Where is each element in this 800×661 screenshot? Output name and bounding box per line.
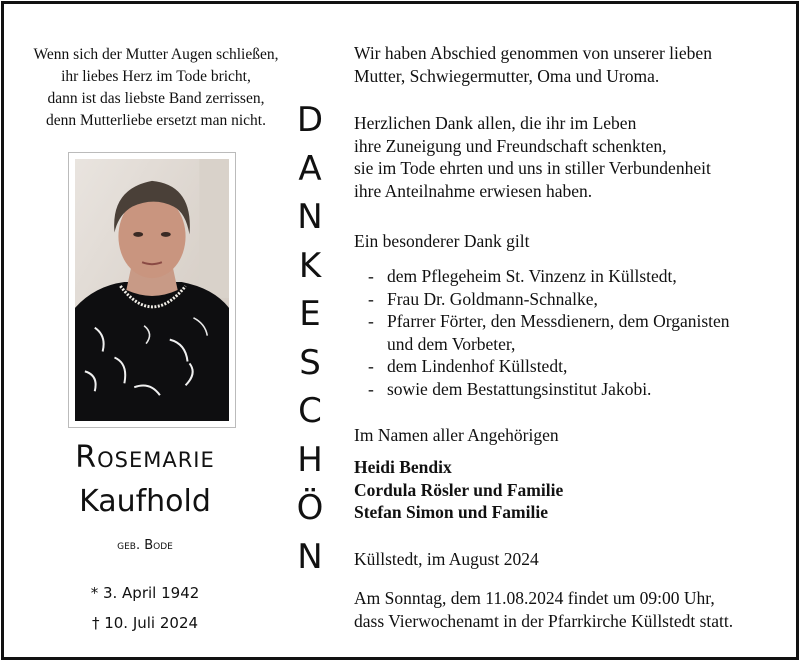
mass-notice bbox=[354, 587, 733, 632]
poem-line: Wenn sich der Mutter Augen schließen, bbox=[33, 46, 279, 63]
special-thanks-heading: Ein besonderer Dank gilt bbox=[354, 231, 530, 251]
thanks-paragraph bbox=[354, 112, 711, 202]
vertical-letter: D bbox=[296, 100, 324, 140]
life-dates bbox=[0, 578, 290, 638]
list-item-text: sowie dem Bestattungsinstitut Jakobi. bbox=[387, 378, 652, 399]
text-line: ihre Anteilnahme erwiesen haben. bbox=[354, 180, 593, 201]
list-item bbox=[354, 355, 774, 378]
vertical-letter: E bbox=[299, 294, 321, 334]
poem-line: dann ist das liebste Band zerrissen, bbox=[47, 90, 265, 107]
dash-bullet: - bbox=[368, 266, 374, 286]
vertical-letter: Ö bbox=[296, 488, 324, 528]
vertical-letter: N bbox=[297, 197, 323, 237]
list-item bbox=[354, 288, 774, 311]
birth-date: * 3. April 1942 bbox=[90, 584, 200, 602]
vertical-letter: A bbox=[298, 148, 322, 189]
list-item bbox=[354, 310, 774, 355]
vertical-letter: N bbox=[297, 536, 323, 577]
dash-bullet: - bbox=[368, 288, 374, 309]
signers bbox=[354, 456, 563, 524]
vertical-letter: H bbox=[297, 439, 323, 480]
last-name: Kaufhold bbox=[79, 484, 211, 519]
poem-line: ihr liebes Herz im Tode bricht, bbox=[61, 68, 251, 85]
text-line: Am Sonntag, dem 11.08.2024 findet um 09:00 Uhr, bbox=[354, 588, 715, 608]
portrait-photo bbox=[68, 152, 236, 428]
text-line: Mutter, Schwiegermutter, Oma und Uroma. bbox=[354, 65, 660, 86]
list-item bbox=[354, 265, 774, 288]
on-behalf-line: Im Namen aller Angehörigen bbox=[354, 425, 559, 445]
list-item-text: und dem Vorbeter, bbox=[387, 333, 516, 354]
list-item-text: Pfarrer Förter, den Messdienern, dem Organisten bbox=[387, 311, 730, 331]
text-line: Herzlichen Dank allen, die ihr im Leben bbox=[354, 113, 637, 133]
thanks-list bbox=[354, 265, 774, 400]
portrait-image bbox=[75, 159, 229, 421]
text-line: sie im Tode ehrten und uns in stiller Verbundenheit bbox=[354, 158, 711, 178]
dash-bullet: - bbox=[368, 378, 374, 399]
vertical-letter: C bbox=[298, 391, 322, 431]
text-line: Wir haben Abschied genommen von unserer lieben bbox=[354, 43, 712, 63]
place-date: Küllstedt, im August 2024 bbox=[354, 549, 539, 569]
vertical-letter: K bbox=[298, 245, 322, 286]
list-item-text: dem Lindenhof Küllstedt, bbox=[387, 356, 568, 376]
vertical-letter: S bbox=[299, 342, 321, 383]
poem-line: denn Mutterliebe ersetzt man nicht. bbox=[46, 112, 266, 129]
list-item bbox=[354, 378, 774, 401]
text-line: ihre Zuneigung und Freundschaft schenkten, bbox=[354, 135, 667, 156]
dash-bullet: - bbox=[368, 356, 374, 376]
first-name: Rosemarie bbox=[75, 440, 215, 475]
signer-name: Cordula Rösler und Familie bbox=[354, 479, 564, 500]
text-line: dass Vierwochenamt in der Pfarrkirche Küllstedt statt. bbox=[354, 610, 734, 631]
intro-paragraph bbox=[354, 42, 712, 87]
birth-name: geb. Bode bbox=[117, 538, 173, 553]
vertical-dankeschoen bbox=[288, 96, 332, 581]
death-date: † 10. Juli 2024 bbox=[91, 614, 199, 632]
signer-name: Stefan Simon und Familie bbox=[354, 502, 548, 522]
list-item-text: dem Pflegeheim St. Vinzenz in Küllstedt, bbox=[387, 266, 677, 286]
signer-name: Heidi Bendix bbox=[354, 457, 452, 477]
list-item-text: Frau Dr. Goldmann-Schnalke, bbox=[387, 288, 598, 309]
dash-bullet: - bbox=[368, 311, 374, 331]
poem bbox=[6, 44, 306, 132]
